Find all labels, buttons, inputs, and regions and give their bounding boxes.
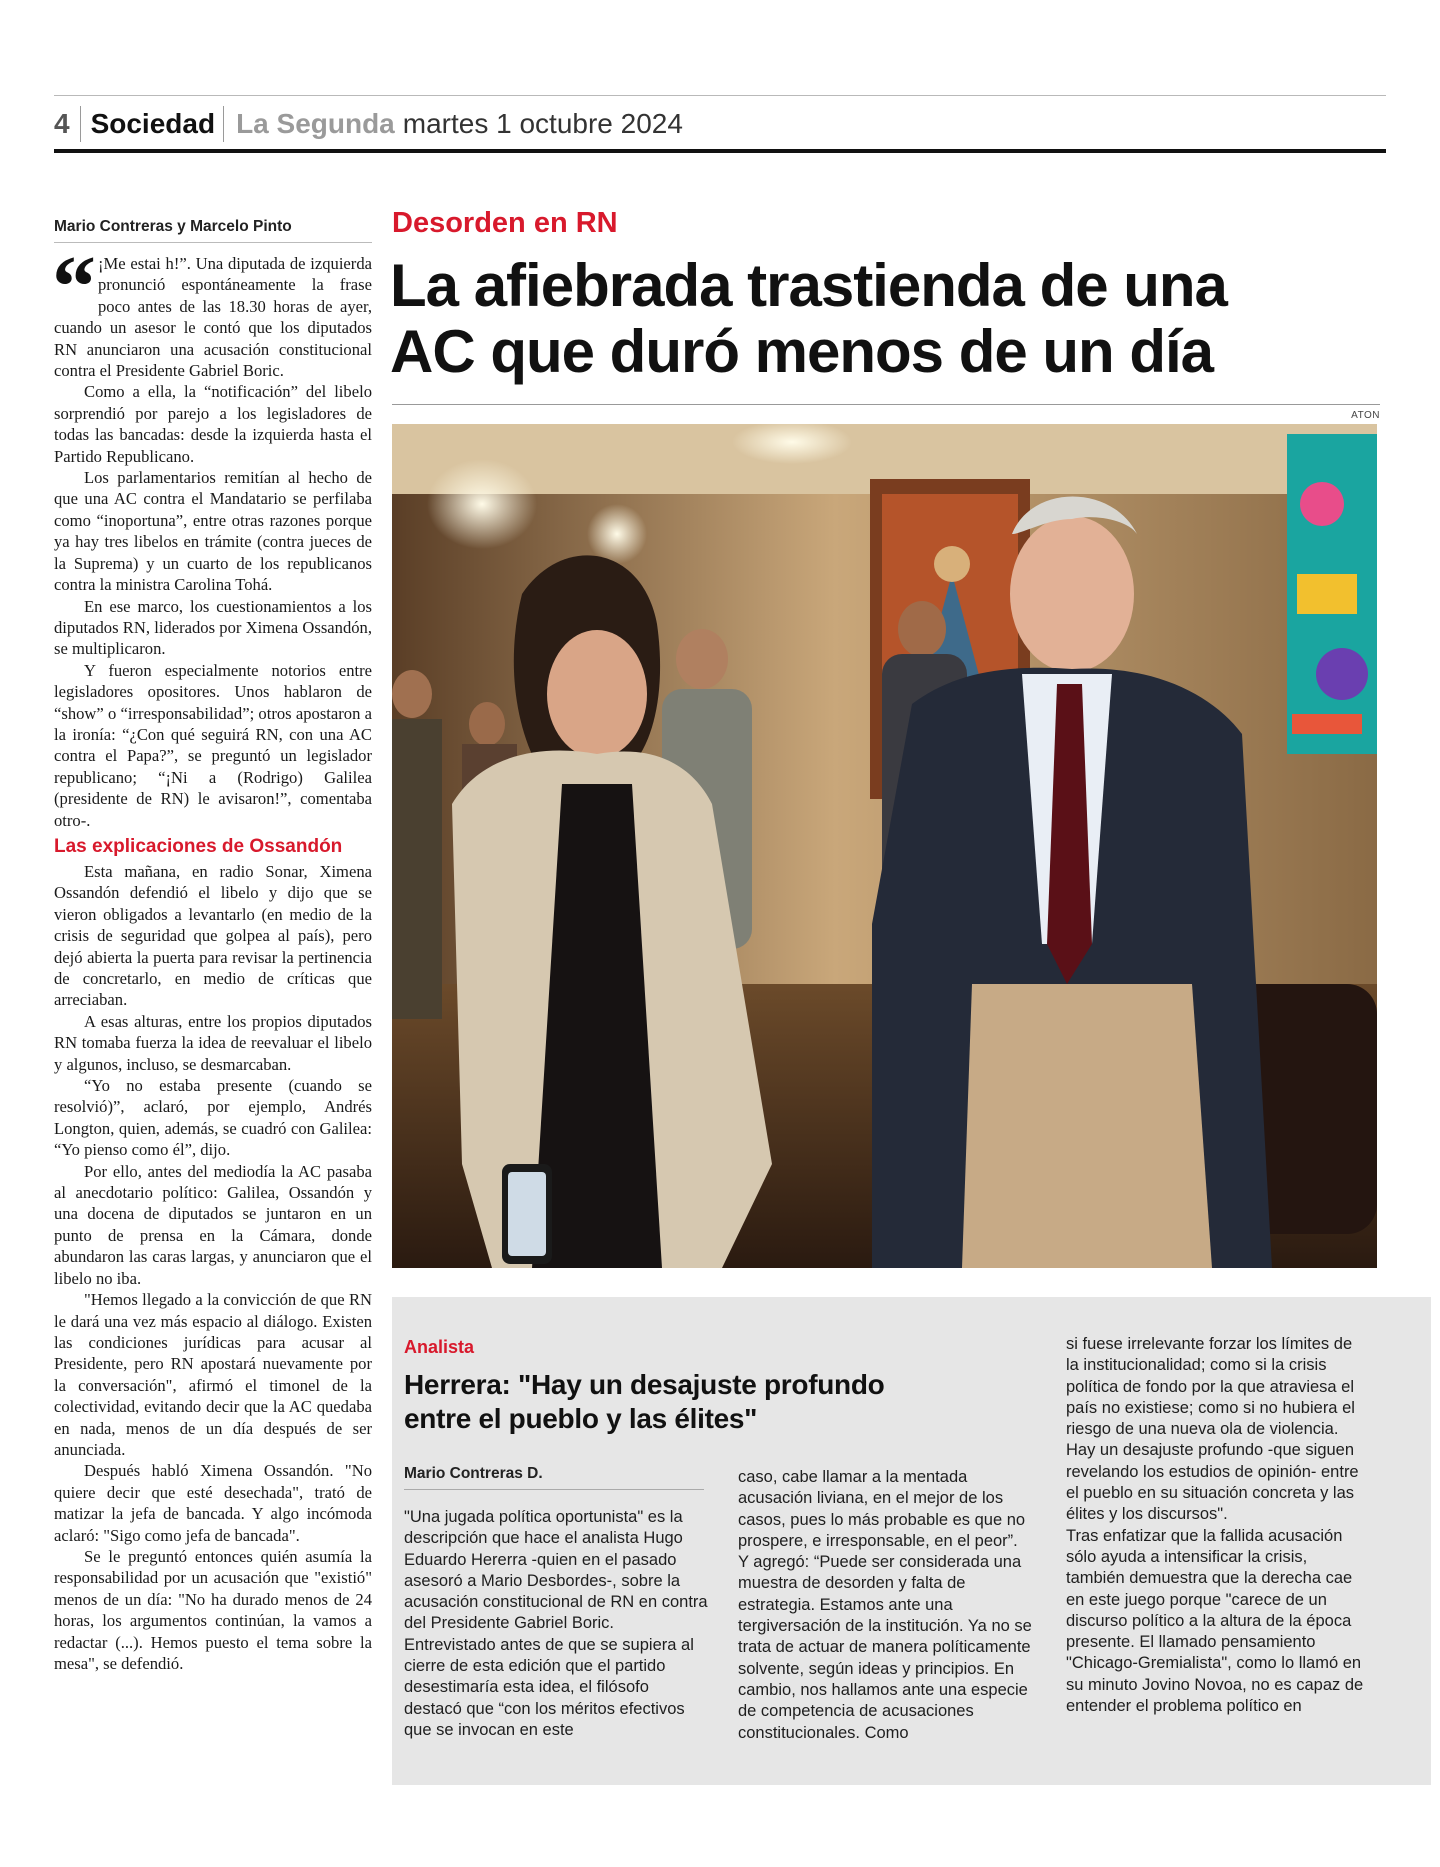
section-name: Sociedad	[90, 108, 216, 139]
issue-date: martes 1 octubre 2024	[402, 108, 683, 139]
article-subhead: Las explicaciones de Ossandón	[54, 835, 343, 857]
paragraph: Como a ella, la “notificación” del libelo sorprendió por parejo a los legisladores de todas las bancadas: desde la izquierda hasta el Partido Republicano.	[54, 382, 372, 466]
analyst-column-1	[404, 1507, 709, 1741]
paragraph: Y fueron especialmente notorios entre legisladores opositores. Unos hablaron de “show” o “irresponsabilidad”; otros apostaron a la ironía: “¿Con qué seguirá RN, con una AC contra el Papa?”, se preguntó un legislador republicano; “¡Ni a (Rodrigo) Galilea (presidente de RN) le avisaron!”, comentaba otro-.	[54, 660, 372, 830]
paragraph: En ese marco, los cuestionamientos a los diputados RN, liderados por Ximena Ossandón, se multiplicaron.	[54, 596, 372, 659]
page-header	[54, 100, 1386, 148]
page-number: 4	[54, 108, 70, 139]
paragraph: Entrevistado antes de que se supiera al cierre de esta edición que el partido desestimaría esta idea, el filósofo destacó que “con los méritos efectivos que se invocan en este	[404, 1635, 694, 1739]
paragraph: caso, cabe llamar a la mentada acusación liviana, en el mejor de los casos, pues lo más probable es que no prospere, e irresponsable, en el peor”.	[738, 1468, 1026, 1550]
paragraph: Se le preguntó entonces quién asumía la responsabilidad por un acusación que "existió" menos de un día: "No ha durado menos de 24 horas, los argumentos continúan, la vamos a redactar (...). Hemos puesto el tema sobre la mesa", se defendió.	[54, 1546, 372, 1673]
article-headline	[390, 253, 1380, 385]
newspaper-name: La Segunda	[236, 108, 395, 139]
headline-line-1: La afiebrada trastienda de una	[390, 252, 1227, 319]
analyst-column-3	[1066, 1334, 1366, 1717]
opening-quote-mark: “	[52, 239, 90, 336]
main-story-column	[54, 218, 372, 1674]
paragraph: Después habló Ximena Ossandón. "No quiere decir que esté desechada", trató de matizar la jefa de bancada. Y algo incómoda aclaró: "Sigo como jefa de bancada".	[54, 1461, 372, 1545]
article-body	[52, 239, 372, 1674]
analyst-title-line-1: Herrera: "Hay un desajuste profundo	[404, 1369, 885, 1400]
paragraph: A esas alturas, entre los propios diputados RN tomaba fuerza la idea de reevaluar el libelo y algunos, incluso, se desmarcaban.	[54, 1011, 372, 1074]
analyst-title-line-2: entre el pueblo y las élites"	[404, 1403, 758, 1434]
analyst-byline: Mario Contreras D.	[404, 1465, 704, 1490]
analyst-kicker: Analista	[404, 1337, 475, 1357]
paragraph: Por ello, antes del mediodía la AC pasaba al anecdotario político: Galilea, Ossandón y una docena de diputados se juntaron en un punto de prensa en la Cámara, donde abundaron las caras largas, y anunciaron que el libelo no iba.	[54, 1161, 372, 1288]
header-rule	[54, 149, 1386, 153]
paragraph: Los parlamentarios remitían al hecho de que una AC contra el Mandatario se perfilaba como “inoportuna”, entre otras razones porque ya hay tres libelos en trámite (contra jueces de la Suprema) y un cuarto de los republicanos contra la ministra Carolina Tohá.	[54, 468, 372, 595]
headline-rule	[392, 404, 1380, 405]
header-divider	[223, 106, 224, 142]
paragraph: ¡Me estai h!”. Una diputada de izquierda pronunció espontáneamente la frase poco antes de las 18.30 horas de ayer, cuando un asesor le contó que los diputados RN anunciaron una acusación constitucional contra el Presidente Gabriel Boric.	[54, 254, 372, 381]
main-photo	[392, 424, 1377, 1268]
article-byline: Mario Contreras y Marcelo Pinto	[54, 218, 372, 243]
headline-line-2: AC que duró menos de un día	[390, 318, 1214, 385]
paragraph: “Yo no estaba presente (cuando se resolvió)”, aclaró, por ejemplo, Andrés Longton, quien, además, se cuadró con Galilea: “Yo pienso como él”, dijo.	[54, 1076, 372, 1160]
analyst-header	[404, 1337, 885, 1436]
paragraph: Tras enfatizar que la fallida acusación sólo ayuda a intensificar la crisis, también demuestra que la derecha cae en este juego porque "carece de un discurso político a la altura de la época presente. El llamado pensamiento "Chicago-Gremialista", como lo llamó en su minuto Jovino Novoa, no es capaz de entender el problema político en	[1066, 1526, 1364, 1716]
paragraph: "Una jugada política oportunista" es la descripción que hace el analista Hugo Eduardo Hererra -quien en el pasado asesoró a Mario Desbordes-, sobre la acusación constitucional de RN en contra del Presidente Gabriel Boric.	[404, 1508, 708, 1633]
analyst-column-2	[738, 1467, 1038, 1744]
header-divider	[80, 106, 81, 142]
analyst-title	[404, 1368, 1024, 1436]
photo-credit: ATON	[1351, 410, 1380, 421]
paragraph: si fuese irrelevante forzar los límites de la institucionalidad; como si la crisis política de fondo por la que atraviesa el país no existiese; como si no hubiera el riesgo de una nueva ola de violencia. Hay un desajuste profundo -que siguen revelando los estudios de opinión- entre el pueblo en su situación concreta y las élites y los discursos".	[1066, 1335, 1359, 1524]
article-kicker: Desorden en RN	[392, 207, 618, 239]
paragraph: Y agregó: “Puede ser considerada una muestra de desorden y falta de estrategia. Estamos ante una tergiversación de la institución. Ya no se trata de actuar de manera políticamente solvente, según ideas y principios. En cambio, nos hallamos ante una especie de competencia de acusaciones constitucionales. Como	[738, 1553, 1032, 1742]
paragraph: Esta mañana, en radio Sonar, Ximena Ossandón defendió el libelo y dijo que se vieron obligados a levantarlo (en medio de la crisis de seguridad que golpea al país), pero dejó abierta la puerta para revisar la pertinencia de concretarlo, en medio de críticas que arreciaban.	[54, 861, 372, 1010]
top-rule	[54, 95, 1386, 96]
paragraph: "Hemos llegado a la convicción de que RN le dará una vez más espacio al diálogo. Existen las condiciones jurídicas para acusar al Presidente, pero RN apostará nuevamente por la conversación", afirmó el timonel de la colectividad, evitando decir que la AC quedaba en nada, menos de un día después de ser anunciada.	[54, 1290, 372, 1459]
